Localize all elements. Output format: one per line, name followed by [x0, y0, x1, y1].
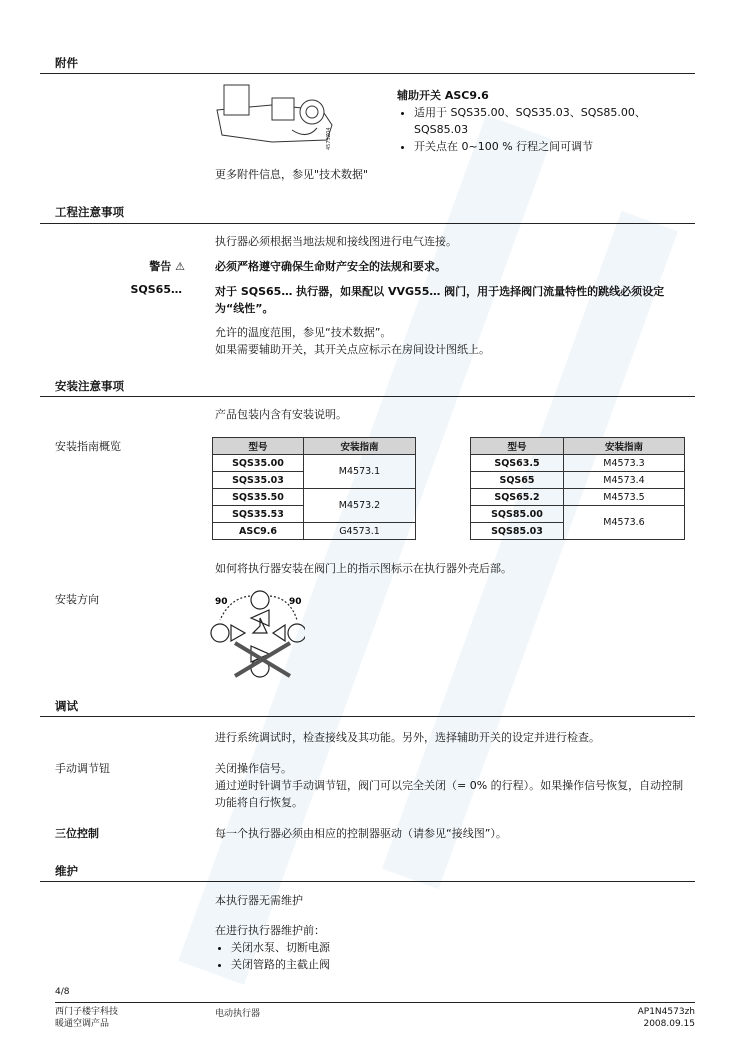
divider	[40, 223, 695, 224]
accessory-title: 辅助开关 ASC9.6	[397, 89, 489, 102]
table-cell: M4573.3	[564, 455, 685, 472]
bullet: • 关闭管路的主截止阀	[231, 956, 330, 973]
guide-table-left	[212, 437, 416, 540]
table-cell: SQS35.00	[213, 455, 304, 472]
guide-table-right	[470, 437, 685, 540]
section-heading-commissioning: 调试	[55, 699, 78, 713]
text: 在进行执行器维护前：	[215, 924, 325, 937]
label: 三位控制	[55, 827, 99, 840]
table-cell: M4573.1	[304, 455, 416, 489]
text: 如何将执行器安装在阀门上的指示图标示在执行器外壳后部。	[215, 562, 512, 575]
warning-icon: ⚠	[175, 260, 185, 273]
table-cell: SQS65	[471, 472, 564, 489]
table-cell: M4573.6	[564, 506, 685, 540]
table-cell: SQS35.03	[213, 472, 304, 489]
bullet: • 适用于 SQS35.00、SQS35.03、SQS85.00、SQS85.03	[414, 104, 684, 138]
text: 执行器必须根据当地法规和接线图进行电气连接。	[215, 235, 457, 248]
bullet: • 开关点在 0~100 % 行程之间可调节	[414, 138, 684, 155]
text: 本执行器无需维护	[215, 894, 303, 907]
model-label: SQS65…	[130, 283, 182, 296]
text: 通过逆时针调节手动调节钮，阀门可以完全关闭（= 0% 的行程）。如果操作信号恢复，自动控制功能将自行恢复。	[215, 779, 684, 809]
divider	[40, 716, 695, 717]
divider	[40, 881, 695, 882]
table-cell: G4573.1	[304, 523, 416, 540]
text: 每一个执行器必须由相应的控制器驱动（请参见“接线图”）。	[215, 827, 507, 840]
warning-text: 必须严格遵守确保生命财产安全的法规和要求。	[215, 260, 446, 273]
table-cell: 安装指南	[304, 438, 416, 455]
accessory-more: 更多附件信息，参见"技术数据"	[215, 168, 369, 181]
section-heading-maintenance: 维护	[55, 864, 78, 878]
auxiliary-switch-image	[212, 80, 342, 155]
table-cell: 安装指南	[564, 438, 685, 455]
table-cell: 型号	[213, 438, 304, 455]
table-cell: ASC9.6	[213, 523, 304, 540]
table-cell: SQS35.50	[213, 489, 304, 506]
label: 安装方向	[55, 593, 99, 606]
table-cell: SQS35.53	[213, 506, 304, 523]
divider	[40, 73, 695, 74]
section-heading-accessories: 附件	[55, 56, 78, 70]
label: 安装指南概览	[55, 440, 121, 453]
svg-text:90: 90	[289, 597, 302, 607]
section-heading-engineering: 工程注意事项	[55, 205, 124, 219]
table-cell: M4573.4	[564, 472, 685, 489]
text: 进行系统调试时，检查接线及其功能。另外，选择辅助开关的设定并进行检查。	[215, 731, 600, 744]
table-cell: M4573.2	[304, 489, 416, 523]
table-cell: SQS85.00	[471, 506, 564, 523]
page-number: 4/8	[55, 987, 70, 997]
section-heading-mounting: 安装注意事项	[55, 379, 124, 393]
footer-product: 电动执行器	[215, 1009, 261, 1019]
label: 手动调节钮	[55, 762, 110, 775]
footer-doc: AP1N4573zh 2008.09.15	[637, 1007, 695, 1029]
table-cell: SQS63.5	[471, 455, 564, 472]
text: 允许的温度范围，参见“技术数据”。	[215, 326, 392, 339]
text: 如果需要辅助开关，其开关点应标示在房间设计图纸上。	[215, 343, 490, 356]
accessory-bullets	[400, 104, 684, 155]
divider	[55, 1002, 695, 1003]
orientation-diagram	[205, 588, 305, 683]
svg-text:4573Z04: 4573Z04	[326, 127, 332, 150]
svg-text:90: 90	[215, 597, 228, 607]
warning-label: 警告 ⚠	[149, 260, 185, 273]
table-cell: SQS65.2	[471, 489, 564, 506]
model-text: 对于 SQS65… 执行器，如果配以 VVG55… 阀门，用于选择阀门流量特性的跳线必须设定为“线性”。	[215, 285, 665, 315]
footer-company: 西门子楼宇科技 暖通空调产品	[55, 1007, 119, 1029]
table-cell: 型号	[471, 438, 564, 455]
text: 关闭操作信号。	[215, 762, 292, 775]
divider	[40, 396, 695, 397]
table-cell: M4573.5	[564, 489, 685, 506]
table-cell: SQS85.03	[471, 523, 564, 540]
text: 产品包装内含有安装说明。	[215, 408, 347, 421]
bullet: • 关闭水泵、切断电源	[231, 939, 330, 956]
maintenance-bullets	[217, 939, 330, 973]
